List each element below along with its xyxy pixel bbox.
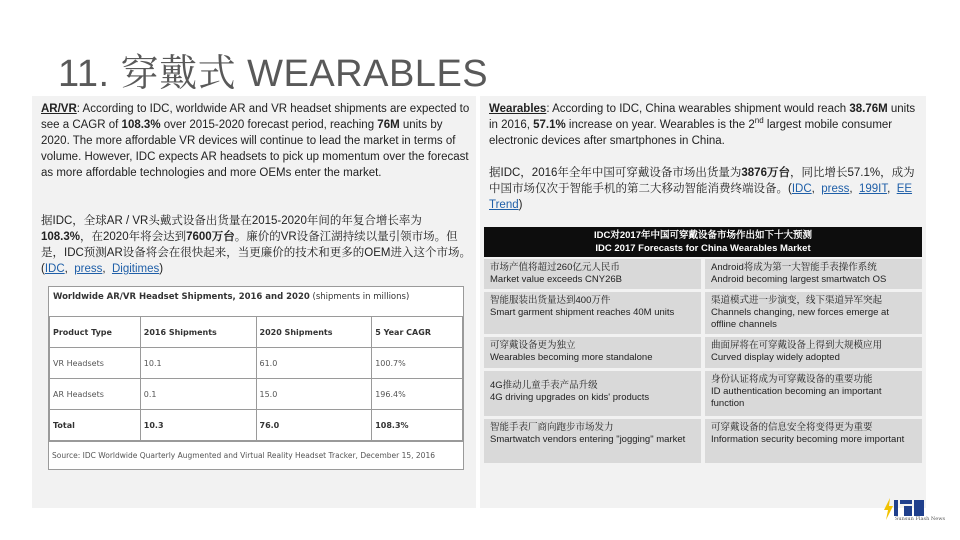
ordinal-suffix: nd: [754, 116, 764, 126]
table-cell: 196.4%: [372, 379, 463, 410]
forecast-row: [484, 337, 922, 371]
forecast-item-en: Android becoming largest smartwatch OS: [711, 274, 887, 285]
forecast-item: [484, 371, 701, 416]
forecast-grid: [484, 259, 922, 466]
shipments-source-note: Source: IDC Worldwide Quarterly Augmented and Virtual Reality Headset Tracker, December 15, 2016: [49, 441, 463, 471]
table-cell: 108.3%: [372, 410, 463, 441]
forecast-item-cn: 渠道模式进一步演变，线下渠道异军突起: [711, 295, 883, 306]
units-value-cn: 7600万台: [186, 231, 235, 243]
cagr-value-cn: 108.3%: [41, 231, 81, 243]
lightning-icon: [884, 498, 893, 520]
cagr-value: 108.3%: [121, 119, 161, 131]
wearables-english-paragraph: [489, 101, 919, 149]
forecast-item: [484, 419, 701, 463]
forecast-item-en: Channels changing, new forces emerge at offline channels: [711, 307, 889, 330]
table-cell: 15.0: [256, 379, 372, 410]
forecast-item-cn: 智能手表厂商向跑步市场发力: [490, 422, 614, 433]
table-cell: 0.1: [140, 379, 256, 410]
forecast-header-cn: IDC对2017年中国可穿戴设备市场作出如下十大预测: [594, 230, 812, 241]
text-run: over 2015-2020 forecast period, reaching: [160, 119, 378, 131]
table-cell: 76.0: [256, 410, 372, 441]
logo-mark: [900, 500, 912, 504]
forecast-item-cn: 身份认证将成为可穿戴设备的重要功能: [711, 374, 873, 385]
ar-vr-label: AR/VR: [41, 103, 77, 115]
text-run: : According to IDC, worldwide AR and VR headset shipments are expected to see a CAGR of: [41, 103, 470, 131]
forecast-item-cn: 市场产值将超过260亿元人民币: [490, 262, 620, 273]
text-run: ): [518, 199, 523, 211]
units-value: 76M: [377, 119, 400, 131]
forecast-header-en: IDC 2017 Forecasts for China Wearables Market: [595, 243, 811, 254]
shipments-table-title: [53, 292, 409, 302]
logo-caption: Sunsun Flash News: [895, 516, 946, 522]
header-cell: 5 Year CAGR: [372, 317, 463, 348]
shipments-table-image: [48, 286, 464, 470]
wearables-chinese-paragraph: 据IDC，2016年全年中国可穿戴设备市场出货量为3876万台，同比增长57.1%，成为中国市场仅次于智能手机的第二大移动智能消费终端设备。(IDC, press, 199IT, EE Trend): [489, 167, 915, 211]
logo-mark: [914, 500, 924, 516]
forecast-item-cn: 智能服装出货量达到400万件: [490, 295, 611, 306]
forecast-table-header: [484, 227, 922, 257]
link-199it[interactable]: 199IT: [858, 183, 888, 195]
forecast-item-en: Smartwatch vendors entering "jogging" market: [490, 434, 686, 445]
forecast-item-cn: 可穿戴设备的信息安全将变得更为重要: [711, 422, 873, 433]
forecast-item: [705, 292, 922, 334]
table-cell: VR Headsets: [50, 348, 141, 379]
forecast-item: [484, 337, 701, 368]
forecast-item-en: Wearables becoming more standalone: [490, 352, 653, 363]
forecast-item-en: Information security becoming more important: [711, 434, 905, 445]
text-run: : According to IDC, China wearables shipment would reach: [546, 103, 850, 115]
link-ee-trend[interactable]: EE Trend: [489, 183, 913, 211]
header-cell: Product Type: [50, 317, 141, 348]
forecast-row: [484, 259, 922, 292]
shipment-value-cn: 3876万台: [741, 167, 790, 179]
link-idc[interactable]: IDC: [791, 183, 812, 195]
table-row-total: [50, 410, 463, 441]
text-run: 据IDC，2016年全年中国可穿戴设备市场出货量为: [489, 167, 742, 179]
forecast-item: [705, 337, 922, 368]
shipment-value: 38.76M: [849, 103, 888, 115]
forecast-item-en: 4G driving upgrades on kids' products: [490, 392, 650, 403]
forecast-item: [484, 259, 701, 289]
text-run: units by 2020. The more affordable VR devices will continue to lead the market in terms of volume. However, IDC expects AR headsets to pick up momentum over the forecast as more affordable technologies and more OEMs enter the market.: [41, 119, 469, 179]
forecast-item-cn: Android将成为第一大智能手表操作系统: [711, 262, 877, 273]
ar-vr-panel: [32, 96, 476, 508]
text-run: units in 2016,: [489, 103, 916, 131]
wearables-panel: [480, 96, 926, 508]
wearables-label: Wearables: [489, 103, 547, 115]
logo-mark: [894, 500, 898, 516]
text-run: largest mobile consumer electronic devices after smartphones in China.: [489, 119, 893, 147]
page-title: 11. 穿戴式 WEARABLES: [58, 53, 489, 95]
forecast-item: [484, 292, 701, 334]
ar-vr-english-paragraph: [41, 101, 471, 181]
forecast-item-cn: 可穿戴设备更为独立: [490, 340, 576, 351]
forecast-item: [705, 419, 922, 463]
forecast-item-cn: 4G推动儿童手表产品升级: [490, 380, 598, 391]
table-header-row: [50, 317, 463, 348]
text-run: ，同比增长57.1%，成为中国市场仅次于智能手机的第二大移动智能消费终端设备。(: [489, 167, 915, 195]
shipments-title-text: Worldwide AR/VR Headset Shipments, 2016 and 2020: [53, 292, 310, 302]
table-row: [50, 379, 463, 410]
logo-mark: [904, 506, 912, 516]
table-cell: AR Headsets: [50, 379, 141, 410]
text-run: 据IDC，全球AR / VR头戴式设备出货量在2015-2020年间的年复合增长率为: [41, 215, 422, 227]
table-cell: 100.7%: [372, 348, 463, 379]
table-cell: 10.3: [140, 410, 256, 441]
table-row: [50, 348, 463, 379]
forecast-item: [705, 371, 922, 416]
link-press[interactable]: press: [74, 263, 103, 275]
text-run: increase on year. Wearables is the 2: [565, 119, 755, 131]
forecast-row: [484, 371, 922, 419]
text-run: ，在2020年将会达到: [80, 231, 187, 243]
shipments-table: [49, 316, 463, 441]
link-idc[interactable]: IDC: [44, 263, 65, 275]
growth-value: 57.1%: [533, 119, 566, 131]
forecast-item-cn: 曲面屏将在可穿戴设备上得到大规模应用: [711, 340, 883, 351]
link-press[interactable]: press: [821, 183, 850, 195]
text-run: ): [159, 263, 164, 275]
link-digitimes[interactable]: Digitimes: [111, 263, 160, 275]
forecast-item-en: ID authentication becoming an important function: [711, 386, 882, 409]
header-cell: 2020 Shipments: [256, 317, 372, 348]
forecast-row: [484, 292, 922, 337]
header-cell: 2016 Shipments: [140, 317, 256, 348]
forecast-item: [705, 259, 922, 289]
table-cell: Total: [50, 410, 141, 441]
forecast-item-en: Curved display widely adopted: [711, 352, 840, 363]
ar-vr-chinese-paragraph: 据IDC，全球AR / VR头戴式设备出货量在2015-2020年间的年复合增长率为108.3%，在2020年将会达到7600万台。廉价的VR设备江湖持续以量引领市场。但是，IDC预测AR设备将会在很快起来，当更廉价的技术和更多的OEM进入这个市场。(IDC, press, Digitimes): [41, 215, 471, 275]
shipments-title-note: (shipments in millions): [309, 292, 410, 302]
table-cell: 10.1: [140, 348, 256, 379]
table-cell: 61.0: [256, 348, 372, 379]
forecast-item-en: Smart garment shipment reaches 40M units: [490, 307, 675, 318]
text-run: 。廉价的VR设备江湖持续以量引领市场。但是，IDC预测AR设备将会在很快起来，当更廉价的技术和更多的OEM进入这个市场。(: [41, 231, 471, 275]
forecast-item-en: Market value exceeds CNY26B: [490, 274, 623, 285]
forecast-row: [484, 419, 922, 466]
